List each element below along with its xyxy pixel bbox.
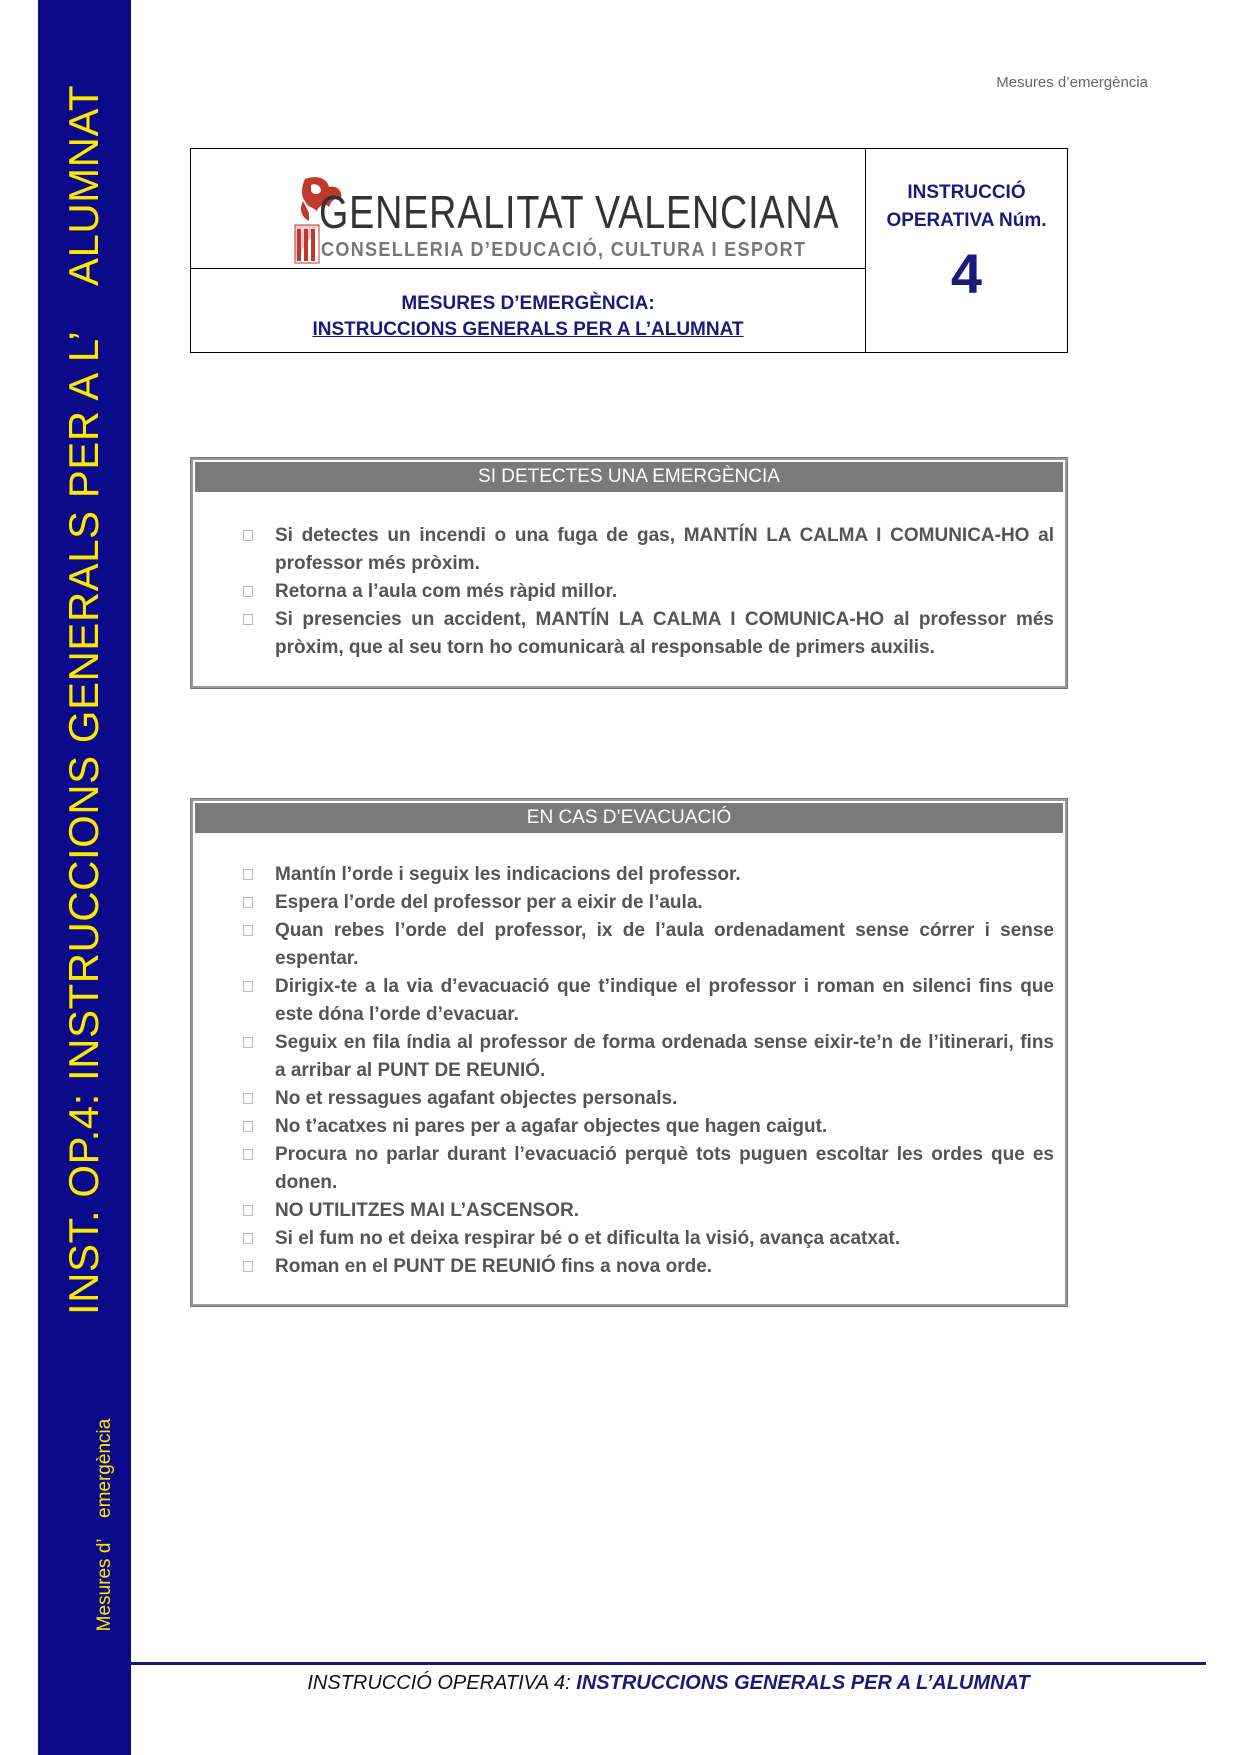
instruction-number: 4	[950, 242, 983, 305]
instruction-list	[243, 861, 1054, 1281]
list-item: Seguix en fila índia al professor de forma ordenada sense eixir-te’n de l’itinerari, fins a arribar al PUNT DE REUNIÓ.	[243, 1029, 1054, 1085]
document-title	[191, 269, 865, 352]
bullet-box-icon	[243, 614, 253, 625]
list-item: No t’acatxes ni pares per a agafar objectes que hagen caigut.	[243, 1113, 1054, 1141]
bullet-box-icon	[243, 1121, 253, 1132]
section-emergency-detected	[190, 457, 1068, 689]
document-title-line2: INSTRUCCIONS GENERALS PER A L’ALUMNAT	[312, 319, 744, 340]
list-item: Retorna a l’aula com més ràpid millor.	[243, 578, 1054, 606]
sidebar-small-title: Mesures d’ emergència	[94, 1418, 115, 1632]
bullet-box-icon	[243, 586, 253, 597]
list-item: Si presencies un accident, MANTÍN LA CALMA I COMUNICA-HO al professor més pròxim, que al seu torn ho comunicarà al responsable de primers auxilis.	[243, 606, 1054, 662]
logo-cell	[191, 149, 865, 269]
section-evacuation	[190, 798, 1068, 1307]
footer	[131, 1672, 1206, 1695]
footer-rule	[131, 1662, 1206, 1665]
list-item: Dirigix-te a la via d’evacuació que t’indique el professor i roman en silenci fins que este dóna l’orde d’evacuar.	[243, 973, 1054, 1029]
list-item: Mantín l’orde i seguix les indicacions del professor.	[243, 861, 1054, 889]
list-item: Si el fum no et deixa respirar bé o et dificulta la visió, avança acatxat.	[243, 1225, 1054, 1253]
bullet-box-icon	[243, 1233, 253, 1244]
sidebar-main-title: INST. OP.4: INSTRUCCIONS GENERALS PER A L’ ALUMNAT	[60, 84, 107, 1316]
instruction-label-line2: OPERATIVA Núm.	[886, 210, 1047, 231]
section-title: EN CAS D’EVACUACIÓ	[195, 803, 1063, 833]
instruction-list	[243, 522, 1054, 662]
bullet-box-icon	[243, 1037, 253, 1048]
logo-title: GENERALITAT VALENCIANA	[319, 186, 840, 238]
footer-prefix: INSTRUCCIÓ OPERATIVA 4:	[307, 1672, 577, 1694]
footer-emphasis: INSTRUCCIONS GENERALS PER A L’ALUMNAT	[576, 1672, 1030, 1694]
bullet-box-icon	[243, 897, 253, 908]
running-header: Mesures d’emergència	[996, 74, 1148, 91]
bullet-box-icon	[243, 1093, 253, 1104]
header-left-cell	[191, 149, 866, 352]
bullet-box-icon	[243, 1261, 253, 1272]
logo-subtitle: CONSELLERIA D’EDUCACIÓ, CULTURA I ESPORT	[321, 239, 807, 261]
list-item: No et ressagues agafant objectes personals.	[243, 1085, 1054, 1113]
bullet-box-icon	[243, 981, 253, 992]
document-title-line1: MESURES D’EMERGÈNCIA:	[401, 293, 655, 314]
bullet-box-icon	[243, 530, 253, 541]
instruction-label-line1: INSTRUCCIÓ	[907, 182, 1026, 203]
list-item: Si detectes un incendi o una fuga de gas, MANTÍN LA CALMA I COMUNICA-HO al professor més pròxim.	[243, 522, 1054, 578]
instruction-number-cell	[866, 149, 1067, 352]
bullet-box-icon	[243, 1205, 253, 1216]
list-item: Roman en el PUNT DE REUNIÓ fins a nova orde.	[243, 1253, 1054, 1281]
section-title: SI DETECTES UNA EMERGÈNCIA	[195, 462, 1063, 492]
list-item: Espera l’orde del professor per a eixir de l’aula.	[243, 889, 1054, 917]
list-item: Procura no parlar durant l’evacuació perquè tots puguen escoltar les ordes que es donen.	[243, 1141, 1054, 1197]
bullet-box-icon	[243, 925, 253, 936]
bullet-box-icon	[243, 1149, 253, 1160]
document-header-table	[190, 148, 1068, 353]
list-item: Quan rebes l’orde del professor, ix de l’aula ordenadament sense córrer i sense espentar.	[243, 917, 1054, 973]
list-item: NO UTILITZES MAI L’ASCENSOR.	[243, 1197, 1054, 1225]
bullet-box-icon	[243, 869, 253, 880]
